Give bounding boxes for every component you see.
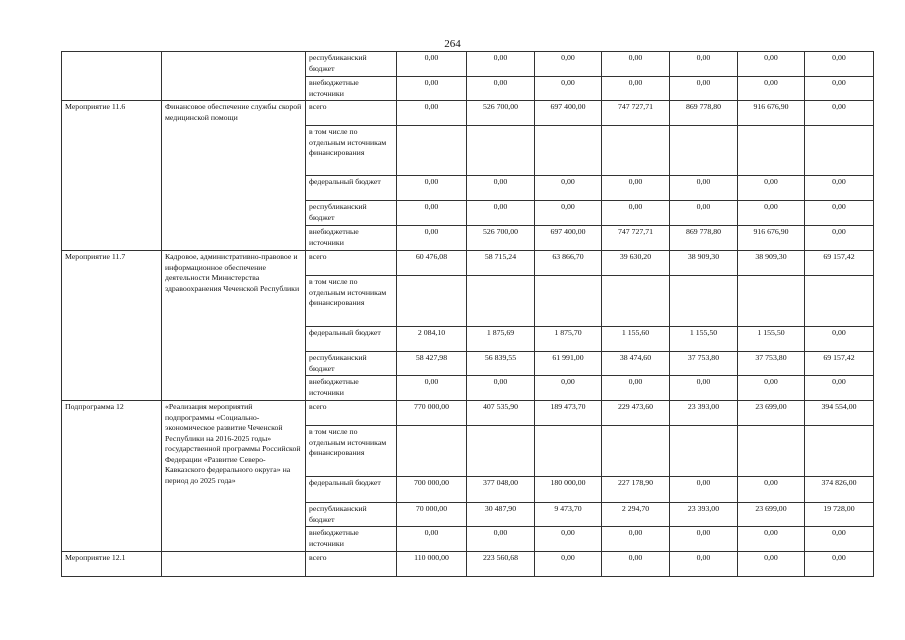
funding-source-cell: всего [306,552,397,577]
amount-cell: 223 560,68 [467,552,535,577]
funding-source-cell: внебюджетные источники [306,376,397,401]
amount-cell: 0,00 [397,376,467,401]
amount-cell [738,276,805,327]
amount-cell: 227 178,90 [602,477,670,503]
amount-cell: 0,00 [535,376,602,401]
amount-cell: 23 699,00 [738,503,805,527]
amount-cell [602,426,670,477]
funding-source-cell: федеральный бюджет [306,176,397,201]
funding-source-cell: в том числе по отдельным источникам финансирования [306,126,397,176]
program-description-cell: «Реализация мероприятий подпрограммы «Социально-экономическое развитие Чеченской Республики на 2016-2025 годы» государственной программы Российской Федерации «Развитие Северо-Кавказского федерального округа» на период до 2025 года» [162,401,306,552]
table-row [62,401,874,426]
amount-cell: 0,00 [397,101,467,126]
amount-cell: 9 473,70 [535,503,602,527]
amount-cell: 0,00 [805,77,874,101]
amount-cell: 0,00 [670,201,738,226]
amount-cell: 60 476,08 [397,251,467,276]
amount-cell: 61 991,00 [535,352,602,376]
funding-source-cell: внебюджетные источники [306,527,397,552]
amount-cell: 0,00 [805,226,874,251]
amount-cell: 700 000,00 [397,477,467,503]
amount-cell [397,126,467,176]
amount-cell [467,426,535,477]
amount-cell: 407 535,90 [467,401,535,426]
program-description-cell: Финансовое обеспечение службы скорой медицинской помощи [162,101,306,251]
amount-cell: 2 294,70 [602,503,670,527]
amount-cell: 1 875,70 [535,327,602,352]
funding-source-cell: федеральный бюджет [306,477,397,503]
amount-cell: 0,00 [738,201,805,226]
amount-cell: 38 909,30 [670,251,738,276]
amount-cell: 38 909,30 [738,251,805,276]
funding-source-cell: внебюджетные источники [306,226,397,251]
amount-cell: 70 000,00 [397,503,467,527]
amount-cell: 23 393,00 [670,401,738,426]
amount-cell [670,126,738,176]
amount-cell: 0,00 [738,77,805,101]
amount-cell: 697 400,00 [535,226,602,251]
amount-cell: 916 676,90 [738,226,805,251]
amount-cell: 0,00 [670,477,738,503]
amount-cell: 0,00 [535,52,602,77]
funding-source-cell: республиканский бюджет [306,201,397,226]
amount-cell: 374 826,00 [805,477,874,503]
amount-cell: 0,00 [602,52,670,77]
amount-cell [805,276,874,327]
page-number: 264 [444,38,461,50]
amount-cell: 23 699,00 [738,401,805,426]
financing-table [61,51,874,577]
amount-cell [602,276,670,327]
amount-cell: 110 000,00 [397,552,467,577]
amount-cell: 0,00 [805,376,874,401]
amount-cell: 770 000,00 [397,401,467,426]
table-row [62,52,874,77]
program-name-cell: Подпрограмма 12 [62,401,162,552]
amount-cell: 0,00 [805,327,874,352]
amount-cell: 0,00 [535,552,602,577]
amount-cell: 58 715,24 [467,251,535,276]
funding-source-cell: республиканский бюджет [306,52,397,77]
amount-cell: 69 157,42 [805,251,874,276]
table-row [62,101,874,126]
amount-cell: 19 728,00 [805,503,874,527]
amount-cell [670,426,738,477]
program-name-cell: Мероприятие 11.7 [62,251,162,401]
amount-cell: 0,00 [535,201,602,226]
amount-cell: 39 630,20 [602,251,670,276]
amount-cell: 38 474,60 [602,352,670,376]
amount-cell [397,426,467,477]
amount-cell: 0,00 [738,376,805,401]
amount-cell [670,276,738,327]
amount-cell: 30 487,90 [467,503,535,527]
amount-cell: 0,00 [805,101,874,126]
amount-cell: 697 400,00 [535,101,602,126]
funding-source-cell: всего [306,401,397,426]
amount-cell: 0,00 [535,176,602,201]
funding-source-cell: федеральный бюджет [306,327,397,352]
amount-cell [535,276,602,327]
amount-cell [467,126,535,176]
amount-cell: 69 157,42 [805,352,874,376]
amount-cell: 377 048,00 [467,477,535,503]
amount-cell: 0,00 [670,77,738,101]
amount-cell: 869 778,80 [670,226,738,251]
funding-source-cell: в том числе по отдельным источникам финансирования [306,426,397,477]
amount-cell: 189 473,70 [535,401,602,426]
program-name-cell: Мероприятие 12.1 [62,552,162,577]
amount-cell: 1 155,60 [602,327,670,352]
amount-cell: 0,00 [738,52,805,77]
amount-cell: 0,00 [397,52,467,77]
amount-cell: 0,00 [397,226,467,251]
amount-cell: 0,00 [805,527,874,552]
funding-source-cell: всего [306,101,397,126]
amount-cell: 0,00 [670,176,738,201]
funding-source-cell: республиканский бюджет [306,503,397,527]
amount-cell: 869 778,80 [670,101,738,126]
amount-cell [397,276,467,327]
amount-cell [467,276,535,327]
amount-cell [738,126,805,176]
amount-cell: 526 700,00 [467,226,535,251]
amount-cell: 0,00 [467,527,535,552]
table-row [62,251,874,276]
amount-cell: 0,00 [670,52,738,77]
amount-cell: 0,00 [602,376,670,401]
amount-cell: 0,00 [738,552,805,577]
amount-cell: 2 084,10 [397,327,467,352]
amount-cell: 37 753,80 [738,352,805,376]
program-description-cell: Кадровое, административно-правовое и информационное обеспечение деятельности Министерства здравоохранения Чеченской Республики [162,251,306,401]
amount-cell: 0,00 [670,376,738,401]
amount-cell: 0,00 [805,52,874,77]
amount-cell: 747 727,71 [602,226,670,251]
amount-cell: 0,00 [602,176,670,201]
amount-cell: 56 839,55 [467,352,535,376]
amount-cell: 0,00 [805,176,874,201]
amount-cell: 0,00 [467,201,535,226]
amount-cell [805,126,874,176]
funding-source-cell: республиканский бюджет [306,352,397,376]
amount-cell: 58 427,98 [397,352,467,376]
amount-cell: 0,00 [602,552,670,577]
program-description-cell [162,52,306,101]
amount-cell: 0,00 [397,201,467,226]
amount-cell: 0,00 [738,527,805,552]
amount-cell: 37 753,80 [670,352,738,376]
amount-cell: 0,00 [535,527,602,552]
amount-cell: 0,00 [670,527,738,552]
amount-cell [805,426,874,477]
program-name-cell: Мероприятие 11.6 [62,101,162,251]
amount-cell: 0,00 [397,77,467,101]
amount-cell: 1 155,50 [670,327,738,352]
table-row [62,552,874,577]
amount-cell: 916 676,90 [738,101,805,126]
amount-cell [738,426,805,477]
amount-cell: 0,00 [467,52,535,77]
amount-cell: 0,00 [467,376,535,401]
amount-cell: 23 393,00 [670,503,738,527]
amount-cell: 0,00 [467,77,535,101]
amount-cell: 0,00 [397,527,467,552]
amount-cell: 229 473,60 [602,401,670,426]
program-name-cell [62,52,162,101]
funding-source-cell: в том числе по отдельным источникам финансирования [306,276,397,327]
funding-source-cell: всего [306,251,397,276]
amount-cell [535,426,602,477]
amount-cell: 394 554,00 [805,401,874,426]
amount-cell: 1 875,69 [467,327,535,352]
amount-cell: 0,00 [738,477,805,503]
amount-cell: 0,00 [602,77,670,101]
program-description-cell [162,552,306,577]
amount-cell [535,126,602,176]
amount-cell: 180 000,00 [535,477,602,503]
amount-cell: 0,00 [535,77,602,101]
amount-cell: 747 727,71 [602,101,670,126]
funding-source-cell: внебюджетные источники [306,77,397,101]
amount-cell: 0,00 [397,176,467,201]
amount-cell: 0,00 [738,176,805,201]
amount-cell: 0,00 [602,201,670,226]
amount-cell: 0,00 [805,201,874,226]
amount-cell: 0,00 [805,552,874,577]
amount-cell: 1 155,50 [738,327,805,352]
amount-cell [602,126,670,176]
amount-cell: 0,00 [467,176,535,201]
amount-cell: 0,00 [670,552,738,577]
amount-cell: 63 866,70 [535,251,602,276]
amount-cell: 526 700,00 [467,101,535,126]
amount-cell: 0,00 [602,527,670,552]
